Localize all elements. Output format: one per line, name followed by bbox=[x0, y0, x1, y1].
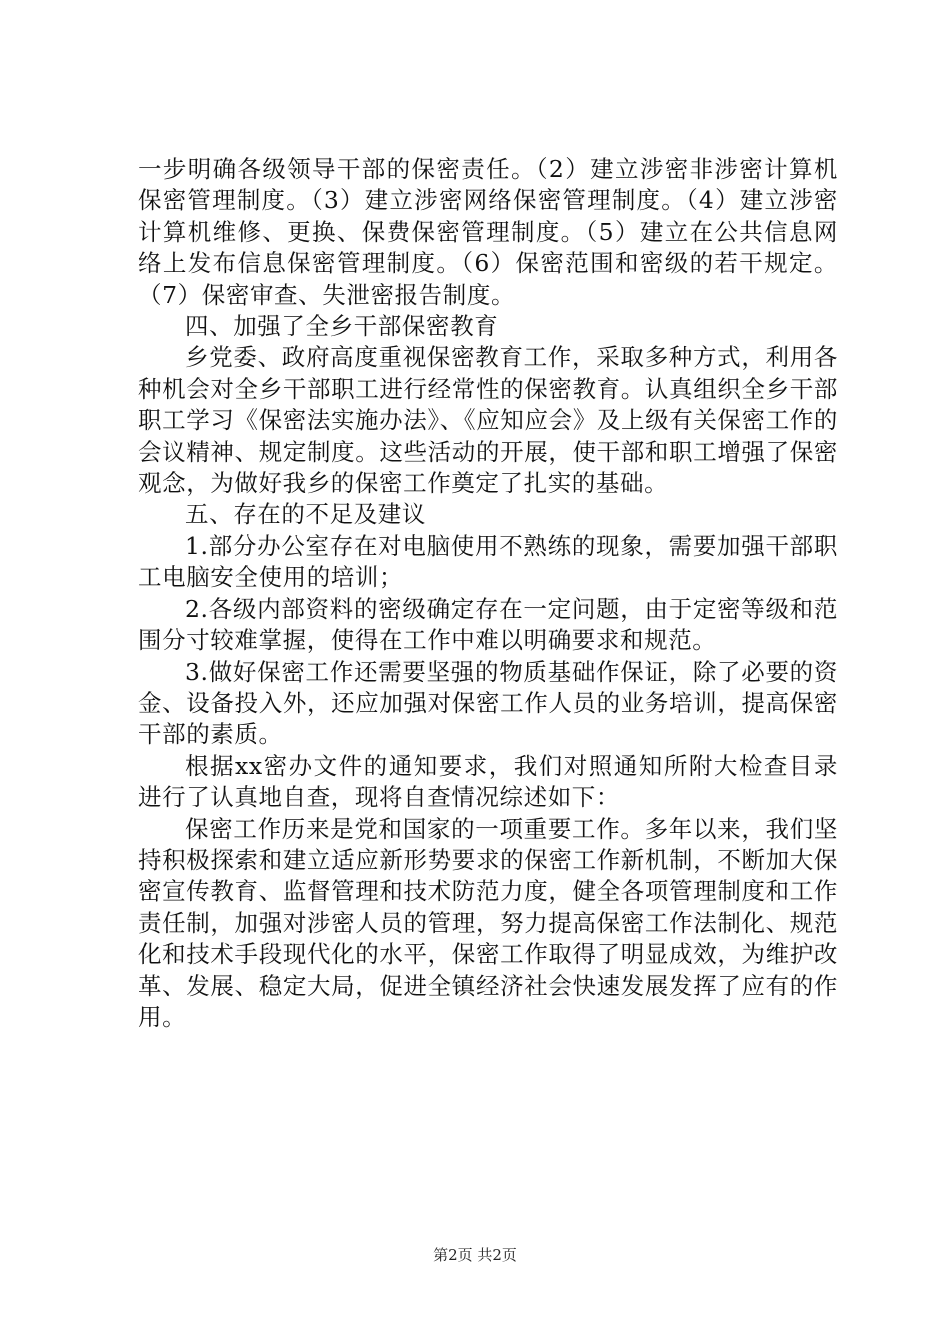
paragraph-responsibility-list: 一步明确各级领导干部的保密责任。（2）建立涉密非涉密计算机保密管理制度。（3）建立涉密网络保密管理制度。（4）建立涉密计算机维修、更换、保费保密管理制度。（5）建立在公共信息网络上发布信息保密管理制度。（6）保密范围和密级的若干规定。（7）保密审查、失泄密报告制度。 bbox=[138, 155, 838, 309]
document-body bbox=[138, 154, 838, 1033]
suggestion-item-1: 1.部分办公室存在对电脑使用不熟练的现象，需要加强干部职工电脑安全使用的培训； bbox=[138, 531, 838, 592]
paragraph-education: 乡党委、政府高度重视保密教育工作，采取多种方式，利用各种机会对全乡干部职工进行经常性的保密教育。认真组织全乡干部职工学习《保密法实施办法》、《应知应会》及上级有关保密工作的会议精神、规定制度。这些活动的开展，使干部和职工增强了保密观念，为做好我乡的保密工作奠定了扎实的基础。 bbox=[138, 343, 838, 498]
section-heading-shortcomings: 五、存在的不足及建议 bbox=[185, 500, 426, 529]
suggestion-item-3: 3.做好保密工作还需要坚强的物质基础作保证，除了必要的资金、设备投入外，还应加强对保密工作人员的业务培训，提高保密干部的素质。 bbox=[138, 657, 838, 749]
paragraph-self-inspection: 根据xx密办文件的通知要求，我们对照通知所附大检查目录进行了认真地自查，现将自查情况综述如下： bbox=[138, 751, 838, 812]
page-footer: 第2页 共2页 bbox=[433, 1246, 517, 1264]
section-heading-education: 四、加强了全乡干部保密教育 bbox=[185, 312, 499, 341]
paragraph-summary: 保密工作历来是党和国家的一项重要工作。多年以来，我们坚持积极探索和建立适应新形势要求的保密工作新机制，不断加大保密宣传教育、监督管理和技术防范力度，健全各项管理制度和工作责任制，加强对涉密人员的管理，努力提高保密工作法制化、规范化和技术手段现代化的水平，保密工作取得了明显成效，为维护改革、发展、稳定大局，促进全镇经济社会快速发展发挥了应有的作用。 bbox=[138, 814, 838, 1031]
suggestion-item-2: 2.各级内部资料的密级确定存在一定问题，由于定密等级和范围分寸较难掌握，使得在工作中难以明确要求和规范。 bbox=[138, 594, 838, 655]
